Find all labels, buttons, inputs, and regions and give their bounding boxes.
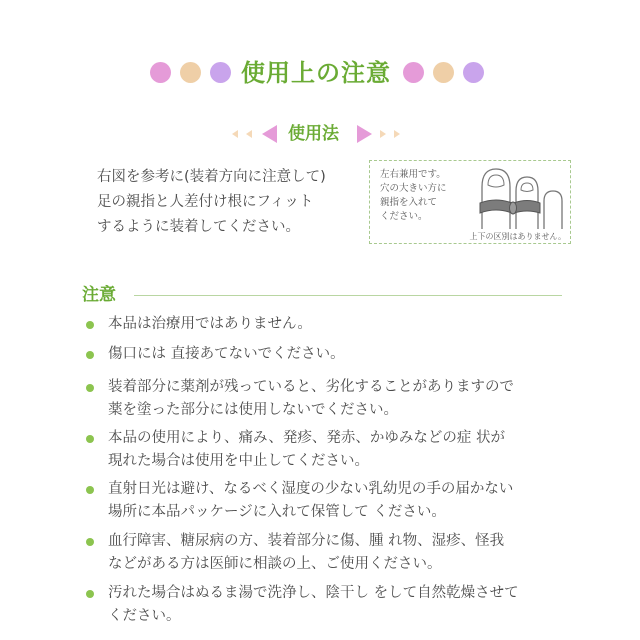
small-right-arrow-icon <box>380 130 386 138</box>
small-right-arrow-icon <box>394 130 400 138</box>
note-line: 傷口には 直接あてないでください。 <box>108 346 345 362</box>
instruction-line: するように装着してください。 <box>97 219 300 235</box>
note-line: 場所に本品パッケージに入れて保管して ください。 <box>108 504 446 520</box>
note-line: ください。 <box>108 608 181 624</box>
list-item <box>84 376 584 422</box>
illustration-line: ください。 <box>380 211 428 222</box>
bullet-dot-icon <box>86 590 94 598</box>
note-line: 薬を塗った部分には使用しないでください。 <box>108 402 398 418</box>
bullet-dot-icon <box>86 321 94 329</box>
small-left-arrow-icon <box>246 130 252 138</box>
notes-title: 注意 <box>82 285 116 305</box>
illustration-line: 左右兼用です。 <box>380 169 446 180</box>
note-line: 血行障害、糖尿病の方、装着部分に傷、腫 れ物、湿疹、怪我 <box>108 533 505 549</box>
illustration-line: 親指を入れて <box>380 197 438 208</box>
note-line: 装着部分に薬剤が残っていると、劣化することがありますので <box>108 379 514 395</box>
list-item <box>84 530 584 576</box>
bullet-dot-icon <box>86 486 94 494</box>
note-line: 直射日光は避け、なるべく湿度の少ない乳幼児の手の届かない <box>108 481 514 497</box>
right-arrow-icon <box>357 125 372 143</box>
note-line: 本品は治療用ではありません。 <box>108 316 312 332</box>
note-line: 現れた場合は使用を中止してください。 <box>108 453 369 469</box>
illustration-line: 穴の大きい方に <box>380 183 447 194</box>
list-item <box>84 343 584 366</box>
decorative-dot-icon <box>210 62 231 83</box>
illustration-caption <box>380 168 490 224</box>
page-title: 使用上の注意 <box>241 59 391 87</box>
illustration-box <box>369 160 571 244</box>
note-line: 本品の使用により、痛み、発疹、発赤、かゆみなどの症 状が <box>108 430 505 446</box>
foot-with-toe-separator-icon <box>478 163 568 229</box>
bullet-dot-icon <box>86 538 94 546</box>
bullet-dot-icon <box>86 384 94 392</box>
bullet-dot-icon <box>86 351 94 359</box>
decorative-dot-icon <box>150 62 171 83</box>
notes-header <box>82 282 562 308</box>
instruction-line: 足の親指と人差付け根にフィット <box>97 194 314 210</box>
note-line: 汚れた場合はぬるま湯で洗浄し、陰干し をして自然乾燥させて <box>108 585 519 601</box>
left-arrow-icon <box>262 125 277 143</box>
list-item <box>84 427 584 473</box>
usage-header <box>0 120 640 148</box>
list-item <box>84 313 584 336</box>
usage-instructions <box>97 165 367 240</box>
list-item <box>84 478 584 524</box>
divider <box>134 295 562 296</box>
list-item <box>84 582 584 628</box>
decorative-dot-icon <box>403 62 424 83</box>
usage-title: 使用法 <box>288 124 339 144</box>
decorative-dot-icon <box>433 62 454 83</box>
note-line: などがある方は医師に相談の上、ご使用ください。 <box>108 556 442 572</box>
instruction-line: 右図を参考に(装着方向に注意して) <box>97 169 326 185</box>
decorative-dot-icon <box>463 62 484 83</box>
decorative-dot-icon <box>180 62 201 83</box>
notes-list <box>84 313 584 628</box>
illustration-note: 上下の区別はありません。 <box>469 232 566 241</box>
bullet-dot-icon <box>86 435 94 443</box>
small-left-arrow-icon <box>232 130 238 138</box>
title-row <box>0 56 640 90</box>
